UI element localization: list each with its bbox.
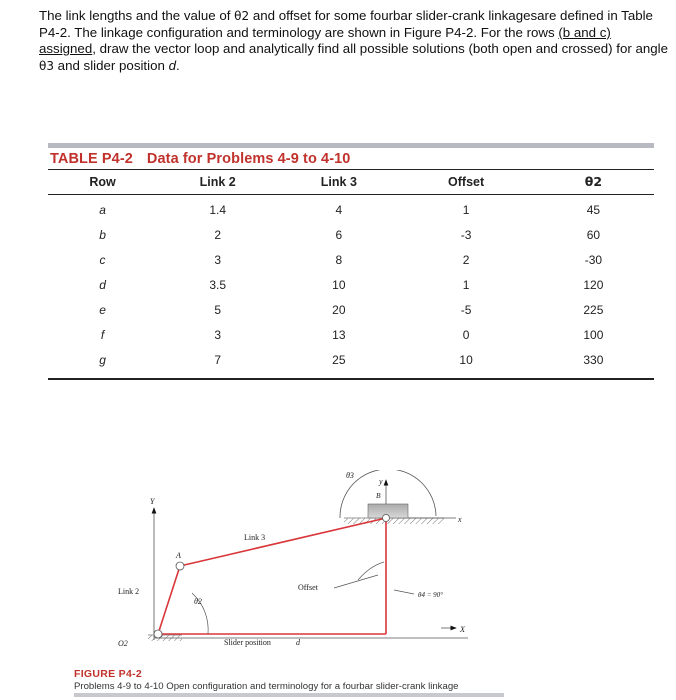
- cell-link2: 3: [214, 252, 222, 267]
- table-row: [48, 347, 654, 372]
- slider-rail-hatch: [344, 518, 444, 524]
- rows-assigned: (b and c) assigned: [39, 24, 611, 56]
- cell-link3: 8: [335, 252, 343, 267]
- label-offset: Offset: [298, 583, 318, 592]
- table-row: [48, 195, 654, 223]
- cell-theta2: 330: [583, 352, 604, 367]
- figure-caption-desc: Problems 4-9 to 4-10 Open configuration and terminology for a fourbar slider-crank linkage: [74, 681, 459, 692]
- slider-crank-figure: [96, 470, 516, 650]
- label-y-axis: Y: [150, 497, 155, 506]
- cell-theta2: 225: [583, 302, 604, 317]
- label-x-right: x: [458, 515, 462, 524]
- cell-link3: 25: [332, 352, 346, 367]
- cell-link2: 3.5: [209, 277, 227, 292]
- cell-row: e: [99, 302, 106, 317]
- cell-link2: 5: [214, 302, 222, 317]
- problem-statement: [39, 8, 669, 74]
- figure-caption-bar: [74, 693, 504, 697]
- label-theta2: θ2: [194, 597, 202, 606]
- label-link3: Link 3: [244, 533, 266, 542]
- cell-link3: 4: [335, 202, 343, 217]
- label-d: d: [296, 638, 300, 647]
- data-table: [48, 143, 654, 380]
- cell-link3: 6: [335, 227, 343, 242]
- theta2-symbol: θ2: [234, 9, 250, 23]
- link2: [158, 566, 180, 634]
- problem-text-3: , draw the vector loop and analytically find all possible solutions (both open and crossed) for angle: [92, 41, 669, 56]
- label-slider-position: Slider position: [224, 638, 271, 647]
- col-header-link2: Link 2: [157, 170, 278, 195]
- cell-link2: 1.4: [209, 202, 227, 217]
- ground-hatch-o2: [148, 635, 182, 641]
- cell-offset: 0: [462, 327, 470, 342]
- table-bottom-rule: [48, 378, 654, 380]
- table-grid: [48, 170, 654, 372]
- cell-theta2: 45: [586, 202, 601, 217]
- cell-offset: 1: [462, 202, 470, 217]
- figure-caption: [74, 668, 504, 697]
- cell-theta2: -30: [584, 252, 603, 267]
- col-header-row: Row: [48, 170, 157, 195]
- cell-theta2: 60: [586, 227, 601, 242]
- cell-row: d: [99, 277, 106, 292]
- table-title: Data for Problems 4-9 to 4-10: [146, 151, 351, 167]
- d-symbol: d: [168, 57, 176, 73]
- table-row: [48, 297, 654, 322]
- cell-link3: 20: [332, 302, 346, 317]
- col-header-link3: Link 3: [278, 170, 399, 195]
- cell-offset: 1: [462, 277, 470, 292]
- label-y-top: y: [379, 477, 383, 486]
- table-row: [48, 272, 654, 297]
- label-b: B: [376, 491, 381, 500]
- figure-caption-title: FIGURE P4-2: [74, 668, 143, 680]
- problem-text-4: and slider position: [53, 57, 169, 73]
- label-link2: Link 2: [118, 587, 140, 596]
- cell-offset: -3: [460, 227, 472, 242]
- cell-link2: 2: [214, 227, 222, 242]
- table-tag: TABLE P4-2: [50, 151, 133, 167]
- cell-offset: 2: [462, 252, 470, 267]
- link3: [180, 518, 386, 566]
- joint-a: [176, 562, 184, 570]
- joint-o2: [154, 630, 162, 638]
- cell-theta2: 120: [583, 277, 604, 292]
- table-row: [48, 222, 654, 247]
- col-header-theta2: θ2: [533, 170, 654, 195]
- label-x-axis: X: [460, 625, 465, 634]
- joint-b: [383, 515, 390, 522]
- cell-row: g: [99, 352, 106, 367]
- label-theta3: θ3: [346, 471, 354, 480]
- cell-link3: 13: [332, 327, 346, 342]
- problem-period: .: [175, 57, 180, 73]
- cell-row: a: [99, 202, 106, 217]
- cell-link2: 7: [214, 352, 222, 367]
- table-header-row: [48, 170, 654, 195]
- label-o2: O2: [118, 639, 128, 648]
- table-row: [48, 322, 654, 347]
- label-theta4: θ4 = 90°: [418, 591, 443, 599]
- cell-offset: 10: [459, 352, 473, 367]
- cell-row: f: [100, 327, 105, 342]
- offset-leader: [334, 575, 378, 588]
- cell-theta2: 100: [583, 327, 604, 342]
- theta3-symbol: θ3: [39, 58, 54, 73]
- cell-offset: -5: [460, 302, 472, 317]
- problem-text-2: and offset for some fourbar slider-crank linkagesare defined in Table P4-2. The linkage configuration and terminology are shown in Figure P4-2. For the rows: [39, 8, 653, 40]
- cell-row: c: [99, 252, 106, 267]
- problem-text-1: The link lengths and the value of: [39, 8, 235, 23]
- theta4-leader: [394, 590, 414, 594]
- table-caption: [48, 148, 654, 169]
- cell-link3: 10: [332, 277, 346, 292]
- cell-link2: 3: [214, 327, 222, 342]
- cell-row: b: [99, 227, 106, 242]
- label-a: A: [176, 551, 181, 560]
- table-row: [48, 247, 654, 272]
- col-header-offset: Offset: [399, 170, 532, 195]
